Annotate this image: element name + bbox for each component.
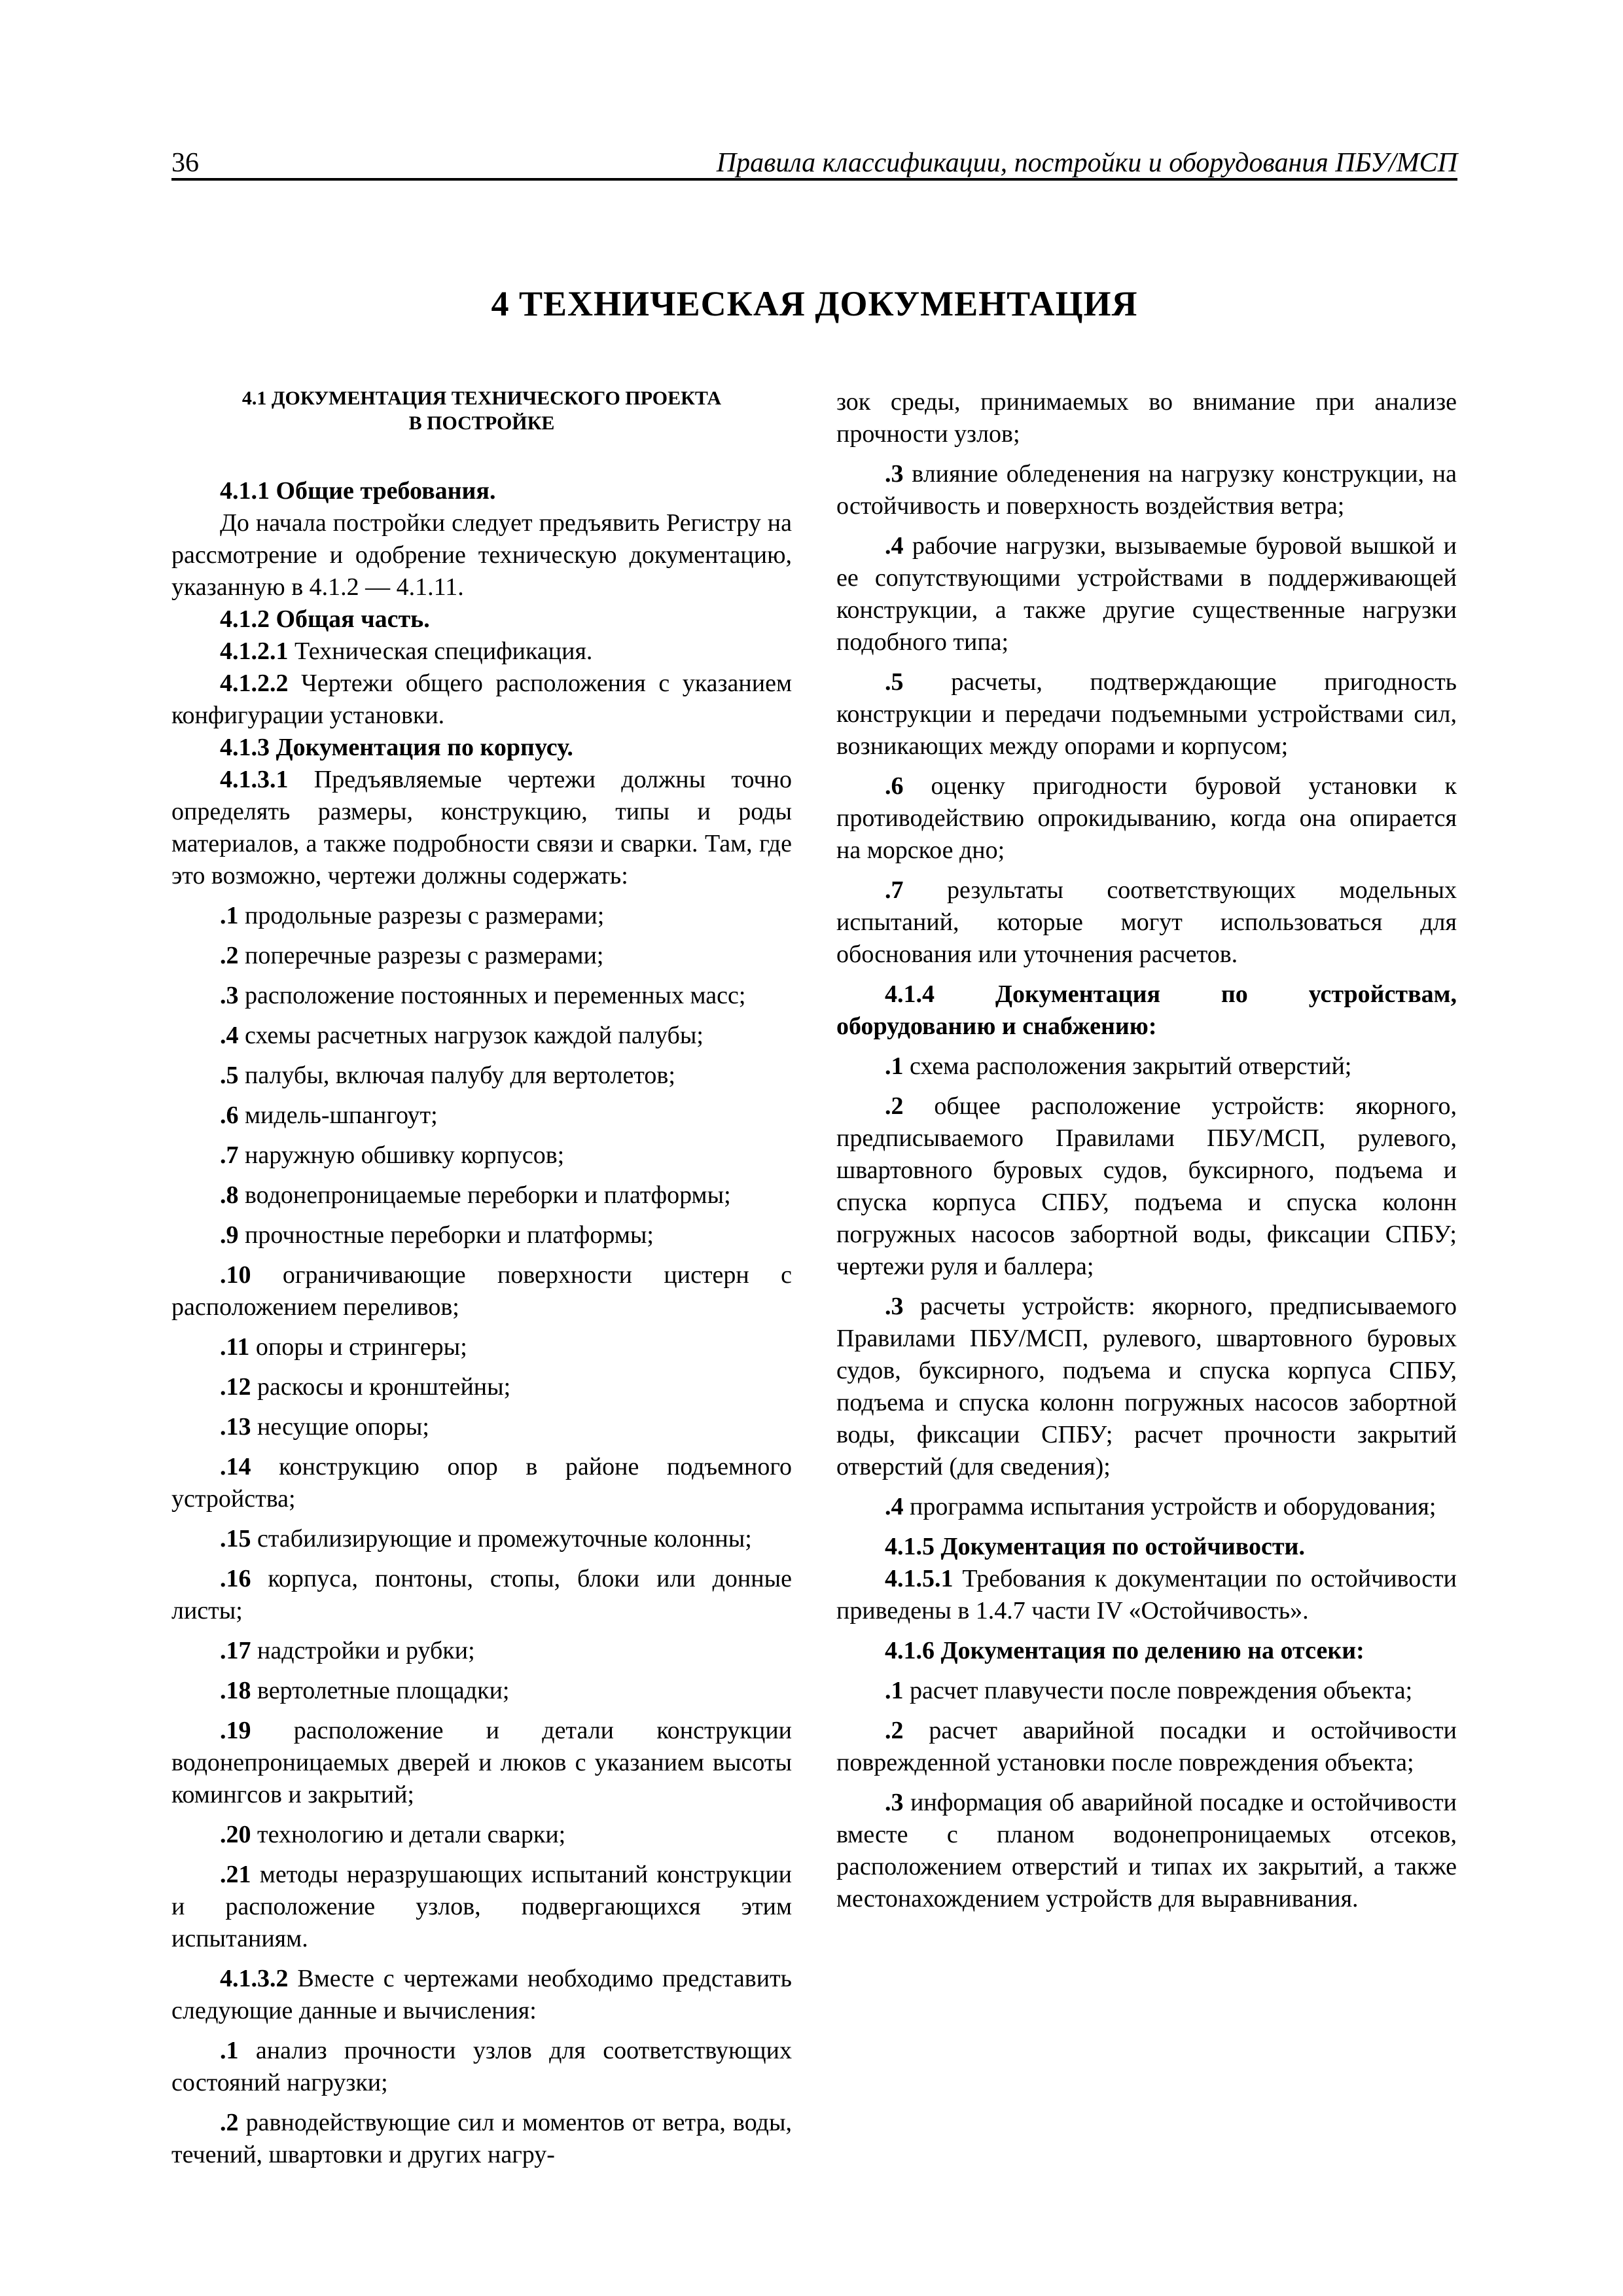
list-item-text: программа испытания устройств и оборудования; xyxy=(903,1493,1436,1520)
list-item xyxy=(171,1219,792,1251)
list-item-number: .20 xyxy=(220,1821,251,1848)
section-title xyxy=(171,386,792,436)
section-title-line: В ПОСТРОЙКЕ xyxy=(408,412,555,434)
clause-number: 4.1.2.1 xyxy=(220,637,289,665)
list-item-number: .18 xyxy=(220,1677,251,1704)
list-item-text: вертолетные площадки; xyxy=(251,1677,510,1704)
list-item-number: .8 xyxy=(220,1181,239,1209)
list-item xyxy=(171,2035,792,2099)
list-item xyxy=(171,1563,792,1627)
list-item xyxy=(171,1451,792,1515)
list-item-number: .2 xyxy=(885,1717,904,1744)
paragraph-4-1-5-1 xyxy=(836,1563,1457,1627)
list-item-text: технологию и детали сварки; xyxy=(251,1821,566,1848)
list-item xyxy=(171,1675,792,1707)
paragraph-4-1-2-2 xyxy=(171,668,792,732)
list-item xyxy=(171,1139,792,1172)
list-item xyxy=(171,1179,792,1211)
list-item-number: .3 xyxy=(885,1293,904,1320)
list-4-1-3-2 xyxy=(171,2035,792,2171)
list-item xyxy=(171,1411,792,1443)
list-item-number: .16 xyxy=(220,1565,251,1592)
list-4-1-3-2-continued xyxy=(836,458,1457,971)
list-item-text: опоры и стрингеры; xyxy=(249,1333,467,1361)
list-item-text: анализ прочности узлов для соответствующих состояний нагрузки; xyxy=(171,2037,792,2096)
list-item-text: методы неразрушающих испытаний конструкции и расположение узлов, подвергающихся этим испытаниям. xyxy=(171,1861,792,1952)
heading-4-1-5: 4.1.5 Документация по остойчивости. xyxy=(885,1533,1305,1560)
list-item xyxy=(836,1491,1457,1523)
list-item-text: надстройки и рубки; xyxy=(251,1637,475,1664)
list-item xyxy=(836,666,1457,762)
right-column xyxy=(836,386,1457,1915)
list-item-number: .19 xyxy=(220,1717,251,1744)
list-item xyxy=(836,1050,1457,1083)
list-item-text: результаты соответствующих модельных испытаний, которые могут использоваться для обоснования или уточнения расчетов. xyxy=(836,876,1457,968)
list-item-number: .5 xyxy=(885,668,904,696)
list-item-text: ограничивающие поверхности цистерн с расположением переливов; xyxy=(171,1261,792,1321)
list-item-text: продольные разрезы с размерами; xyxy=(238,902,605,929)
list-item-number: .17 xyxy=(220,1637,251,1664)
list-item-text: общее расположение устройств: якорного, предписываемого Правилами ПБУ/МСП, рулевого, швартовного буровых судов, буксирного, подъема и спуска корпуса СПБУ, подъема и спуска колонн погружных насосов забортной воды, фиксации СПБУ; чертежи руля и баллера; xyxy=(836,1092,1457,1280)
list-item-number: .3 xyxy=(885,1789,904,1816)
list-item-text: оценку пригодности буровой установки к противодействию опрокидыванию, когда она опирается на морское дно; xyxy=(836,772,1457,864)
list-item-text: расчеты, подтверждающие пригодность конструкции и передачи подъемными устройствами сил, возникающих между опорами и корпусом; xyxy=(836,668,1457,760)
paragraph-continuation: зок среды, принимаемых во внимание при анализе прочности узлов; xyxy=(836,388,1457,448)
list-item-number: .4 xyxy=(220,1022,239,1049)
list-item-number: .1 xyxy=(885,1677,904,1704)
list-item-number: .5 xyxy=(220,1062,239,1089)
list-item-text: рабочие нагрузки, вызываемые буровой вышкой и ее сопутствующими устройствами в поддерживающей конструкции, а также другие существенные нагрузки подобного типа; xyxy=(836,532,1457,656)
list-item-text: расчет плавучести после повреждения объекта; xyxy=(903,1677,1413,1704)
list-item xyxy=(171,1859,792,1955)
list-item xyxy=(171,1060,792,1092)
list-item-text: расположение и детали конструкции водонепроницаемых дверей и люков с указанием высоты комингсов и закрытий; xyxy=(171,1717,792,1808)
list-item-number: .1 xyxy=(885,1052,904,1080)
list-item xyxy=(171,1635,792,1667)
list-item xyxy=(171,980,792,1012)
list-item xyxy=(171,1715,792,1811)
running-header xyxy=(171,143,1457,181)
heading-4-1-4: 4.1.4 Документация по устройствам, оборудованию и снабжению: xyxy=(836,980,1457,1040)
running-title: Правила классификации, постройки и оборудования ПБУ/МСП xyxy=(716,148,1457,178)
left-column xyxy=(171,386,792,2171)
list-item-text: палубы, включая палубу для вертолетов; xyxy=(238,1062,675,1089)
list-item xyxy=(836,770,1457,867)
list-item-text: несущие опоры; xyxy=(251,1413,429,1441)
list-item-text: расчет аварийной посадки и остойчивости поврежденной установки после повреждения объекта; xyxy=(836,1717,1457,1776)
list-item-number: .2 xyxy=(885,1092,904,1120)
list-item-text: схема расположения закрытий отверстий; xyxy=(903,1052,1352,1080)
list-item-number: .4 xyxy=(885,532,904,560)
list-item-number: .15 xyxy=(220,1525,251,1552)
list-item-text: водонепроницаемые переборки и платформы; xyxy=(238,1181,731,1209)
list-item-number: .14 xyxy=(220,1453,251,1480)
clause-text: Требования к документации по остойчивости приведены в 1.4.7 части IV «Остойчивость». xyxy=(836,1565,1457,1624)
list-item xyxy=(171,900,792,932)
list-4-1-4 xyxy=(836,1050,1457,1523)
list-item-number: .21 xyxy=(220,1861,251,1888)
list-item xyxy=(171,1331,792,1363)
list-item-number: .11 xyxy=(220,1333,250,1361)
list-item xyxy=(171,1100,792,1132)
page-number: 36 xyxy=(171,148,199,178)
list-item xyxy=(171,1020,792,1052)
list-item-number: .6 xyxy=(220,1102,239,1129)
list-4-1-6 xyxy=(836,1675,1457,1915)
clause-text: Предъявляемые чертежи должны точно определять размеры, конструкцию, типы и роды материалов, а также подробности связи и сварки. Там, где это возможно, чертежи должны содержать: xyxy=(171,766,792,889)
chapter-title: 4 ТЕХНИЧЕСКАЯ ДОКУМЕНТАЦИЯ xyxy=(491,284,1138,323)
list-item-text: расчеты устройств: якорного, предписываемого Правилами ПБУ/МСП, рулевого, швартовного буровых судов, буксирного, подъема и спуска корпуса СПБУ, подъема и спуска колонн погружных насосов забортной воды, фиксации СПБУ; расчет прочности закрытий отверстий (для сведения); xyxy=(836,1293,1457,1480)
list-item xyxy=(171,1819,792,1851)
clause-text: Чертежи общего расположения с указанием конфигурации установки. xyxy=(171,670,792,729)
list-item-number: .6 xyxy=(885,772,904,800)
clause-number: 4.1.3.1 xyxy=(220,766,289,793)
list-item-number: .13 xyxy=(220,1413,251,1441)
clause-number: 4.1.2.2 xyxy=(220,670,289,697)
heading-4-1-3: 4.1.3 Документация по корпусу. xyxy=(220,734,573,761)
list-item xyxy=(836,530,1457,658)
list-item-text: влияние обледенения на нагрузку конструкции, на остойчивость и поверхность воздействия ветра; xyxy=(836,460,1457,520)
list-item-number: .12 xyxy=(220,1373,251,1401)
list-item-number: .9 xyxy=(220,1221,239,1249)
clause-number: 4.1.3.2 xyxy=(220,1965,289,1992)
list-item xyxy=(836,874,1457,971)
list-item-number: .3 xyxy=(220,982,239,1009)
list-item xyxy=(836,1715,1457,1779)
list-item xyxy=(171,2107,792,2171)
heading-4-1-2: 4.1.2 Общая часть. xyxy=(220,605,430,633)
list-item xyxy=(836,1787,1457,1915)
list-item xyxy=(171,1523,792,1555)
list-item-text: мидель-шпангоут; xyxy=(238,1102,438,1129)
list-item xyxy=(171,1259,792,1323)
list-item-text: раскосы и кронштейны; xyxy=(251,1373,511,1401)
list-item-number: .3 xyxy=(885,460,904,488)
list-item-number: .7 xyxy=(220,1141,239,1169)
list-item-text: поперечные разрезы с размерами; xyxy=(238,942,604,969)
list-item-number: .7 xyxy=(885,876,904,904)
clause-text: Техническая спецификация. xyxy=(288,637,593,665)
paragraph-4-1-2-1 xyxy=(171,636,792,668)
list-item-number: .4 xyxy=(885,1493,904,1520)
list-item xyxy=(836,458,1457,522)
clause-text: Вместе с чертежами необходимо представить следующие данные и вычисления: xyxy=(171,1965,792,2024)
list-item-text: расположение постоянных и переменных масс; xyxy=(238,982,746,1009)
list-item-text: корпуса, понтоны, стопы, блоки или донные листы; xyxy=(171,1565,792,1624)
paragraph-4-1-1: До начала постройки следует предъявить Регистру на рассмотрение и одобрение техническую документацию, указанную в 4.1.2 — 4.1.11. xyxy=(171,509,792,601)
paragraph-4-1-3-1 xyxy=(171,764,792,892)
list-item-text: конструкцию опор в районе подъемного устройства; xyxy=(171,1453,792,1513)
clause-number: 4.1.5.1 xyxy=(885,1565,954,1592)
paragraph-4-1-3-2 xyxy=(171,1963,792,2027)
list-item-number: .2 xyxy=(220,2109,239,2136)
list-4-1-3-1 xyxy=(171,900,792,1955)
list-item-number: .10 xyxy=(220,1261,251,1289)
list-item xyxy=(836,1675,1457,1707)
heading-4-1-6: 4.1.6 Документация по делению на отсеки: xyxy=(885,1637,1364,1664)
list-item-text: информация об аварийной посадке и остойчивости вместе с планом водонепроницаемых отсеков, расположением отверстий и типах их закрытий, а также местонахождением устройств для выравнивания. xyxy=(836,1789,1457,1912)
list-item xyxy=(836,1090,1457,1283)
list-item-text: прочностные переборки и платформы; xyxy=(238,1221,654,1249)
list-item-text: наружную обшивку корпусов; xyxy=(238,1141,565,1169)
list-item-number: .1 xyxy=(220,902,239,929)
header-rule xyxy=(171,178,1457,181)
list-item-text: схемы расчетных нагрузок каждой палубы; xyxy=(238,1022,704,1049)
section-title-line: 4.1 ДОКУМЕНТАЦИЯ ТЕХНИЧЕСКОГО ПРОЕКТА xyxy=(241,387,722,409)
list-item-number: .1 xyxy=(220,2037,239,2064)
heading-4-1-1: 4.1.1 Общие требования. xyxy=(220,477,496,505)
list-item xyxy=(171,940,792,972)
list-item-number: .2 xyxy=(220,942,239,969)
list-item-text: равнодействующие сил и моментов от ветра, воды, течений, швартовки и других нагру- xyxy=(171,2109,792,2168)
list-item xyxy=(836,1291,1457,1483)
list-item-text: стабилизирующие и промежуточные колонны; xyxy=(251,1525,752,1552)
list-item xyxy=(171,1371,792,1403)
